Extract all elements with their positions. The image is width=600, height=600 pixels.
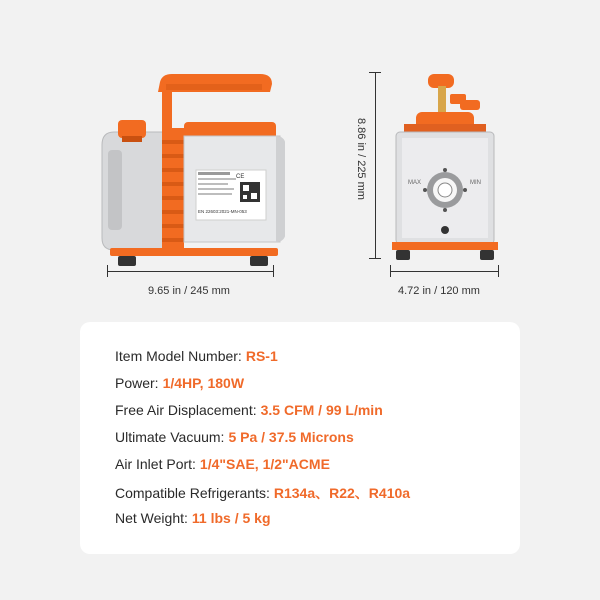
dim-side-width-label: 9.65 in / 245 mm: [148, 285, 230, 297]
pump-side-view: [100, 70, 285, 270]
dim-side-line: [107, 271, 273, 272]
spec-ultimate-vacuum: [115, 429, 354, 445]
spec-compatible-refrigerants: [115, 483, 410, 503]
dim-front-width-label: 4.72 in / 120 mm: [398, 285, 480, 297]
gauge-label-min: MIN: [470, 180, 481, 186]
dim-front-tick-right: [498, 265, 499, 277]
spec-model-number: [115, 348, 278, 364]
spec-label: Air Inlet Port:: [115, 456, 196, 472]
pump-front-view: [390, 70, 500, 265]
spec-value: 1/4HP, 180W: [162, 375, 245, 391]
spec-value: 1/4"SAE, 1/2"ACME: [199, 456, 330, 472]
spec-card: [80, 322, 520, 554]
spec-power: [115, 375, 244, 391]
dim-side-tick-right: [273, 265, 274, 277]
dim-front-line: [390, 271, 498, 272]
label-plate-serial: EN 22603:2021-MN-053: [198, 209, 247, 214]
spec-net-weight: [115, 510, 271, 526]
spec-label: Free Air Displacement:: [115, 402, 257, 418]
spec-label: Ultimate Vacuum:: [115, 429, 225, 445]
spec-label: Power:: [115, 375, 159, 391]
spec-label: Item Model Number:: [115, 348, 242, 364]
gauge-label-max: MAX: [408, 180, 422, 186]
dim-height-line: [375, 72, 376, 258]
spec-label: Net Weight:: [115, 510, 188, 526]
spec-value: 5 Pa / 37.5 Microns: [228, 429, 354, 445]
spec-label: Compatible Refrigerants:: [115, 485, 270, 501]
dim-height-label: 8.86 in / 225 mm: [355, 118, 367, 200]
spec-value: 3.5 CFM / 99 L/min: [260, 402, 383, 418]
spec-value: 11 lbs / 5 kg: [191, 510, 271, 526]
spec-value: R134a、R22、R410a: [273, 485, 411, 501]
spec-value: RS-1: [245, 348, 278, 364]
dim-height-tick-bottom: [369, 258, 381, 259]
spec-air-inlet-port: [115, 456, 330, 472]
spec-free-air-displacement: [115, 402, 383, 418]
label-plate-ce-mark: CE: [236, 174, 245, 180]
